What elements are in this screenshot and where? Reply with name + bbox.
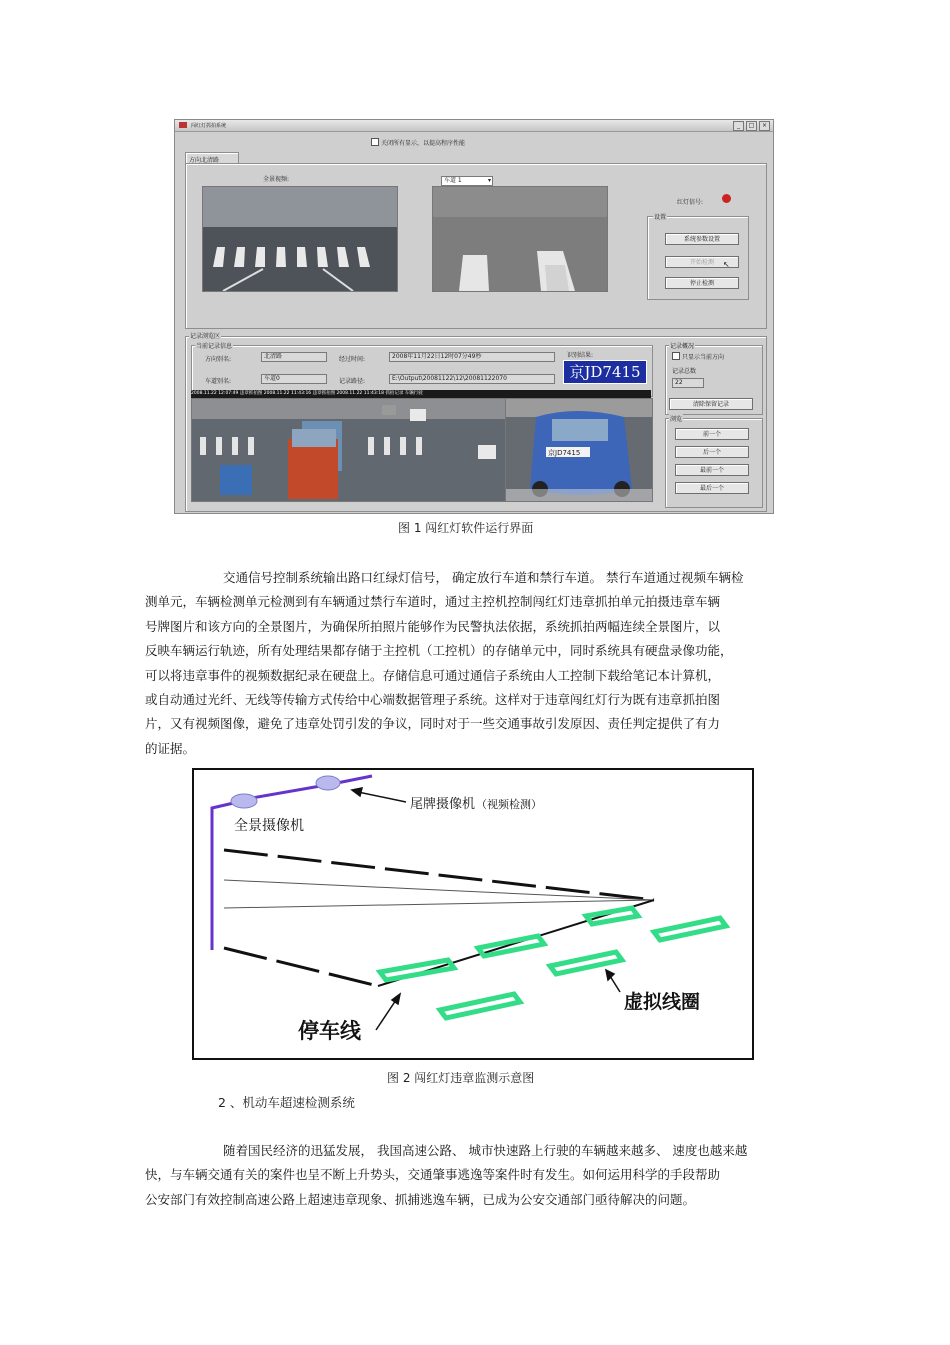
panorama-video-label: 全景视频:	[263, 176, 290, 183]
panorama-camera-icon	[231, 794, 257, 808]
lane-alias-label: 车道别名:	[205, 378, 232, 385]
tail-camera-label: 尾牌摄像机	[410, 797, 476, 812]
paragraph-line: 可以将违章事件的视频数据纪录在硬盘上。存储信息可通过通信子系统由人工控制下载给笔记本计算机，	[145, 667, 721, 683]
record-total-field: 22	[672, 378, 704, 388]
paragraph-red-light-system	[145, 566, 743, 761]
panorama-video-frame	[202, 186, 398, 292]
disable-display-checkbox[interactable]	[371, 138, 379, 146]
paragraph-line: 或自动通过光纤、无线等传输方式传给中心端数据管理子系统。这样对于违章闯红灯行为既有违章抓拍图	[145, 692, 721, 708]
window-controls	[733, 121, 770, 131]
record-path-label: 记录路径:	[339, 378, 366, 385]
section-heading: 2 、机动车超速检测系统	[218, 1095, 355, 1110]
plate-capture-image	[505, 398, 653, 502]
close-icon[interactable]: ×	[759, 121, 770, 131]
first-record-button[interactable]: 最前一个	[675, 464, 749, 476]
only-current-dir-checkbox[interactable]	[672, 352, 680, 360]
blue-car-closeup-image	[506, 399, 652, 501]
last-record-button[interactable]: 最后一个	[675, 482, 749, 494]
paragraph-line: 反映车辆运行轨迹，所有处理结果都存储于主控机（工控机）的存储单元中，同时系统具有硬盘录像功能，	[145, 643, 733, 659]
next-record-button[interactable]: 后一个	[675, 446, 749, 458]
lane-closeup-image	[433, 187, 607, 291]
maximize-icon[interactable]: □	[746, 121, 757, 131]
window-title: 闯红灯抓拍系统	[191, 123, 227, 129]
record-overview-label: 记录概况	[670, 343, 695, 350]
lane-alias-field: 车道0	[261, 374, 327, 384]
video-detect-label: （视频检测）	[476, 798, 542, 811]
start-detect-button[interactable]: 开始检测	[665, 256, 739, 268]
red-light-signal-label: 红灯信号:	[677, 199, 704, 206]
direction-alias-field: 北清路	[261, 352, 327, 362]
direction-alias-label: 方向别名:	[205, 356, 232, 363]
paragraph-line: 随着国民经济的迅猛发展， 我国高速公路、 城市快速路上行驶的车辆越来越多、 速度也越来越	[223, 1143, 748, 1158]
photo-plate-text: 京JD7415	[548, 449, 581, 457]
paragraph-line: 快，与车辆交通有关的案件也呈不断上升势头，交通肇事逃逸等案件时有发生。如何运用科学的手段帮助	[145, 1167, 721, 1183]
browse-group-label: 浏览	[670, 416, 683, 423]
cursor-arrow-icon: ↖	[723, 260, 730, 269]
lane-closeup-frame	[432, 186, 608, 292]
chevron-down-icon: ▾	[487, 177, 491, 184]
plate-recognition-display: 京JD7415	[563, 360, 647, 384]
window-titlebar	[175, 120, 773, 132]
intersection-capture-image	[192, 399, 506, 501]
tab-north-road[interactable]: 方向北清路	[185, 152, 239, 164]
minimize-icon[interactable]: _	[733, 121, 744, 131]
system-params-button[interactable]: 系统参数设置	[665, 233, 739, 245]
figure1-caption: 图 1 闯红灯软件运行界面	[398, 521, 534, 535]
road-scene-image	[203, 187, 397, 291]
record-path-field: E:\Output\20081122\12\20081122070	[389, 374, 555, 384]
paragraph-line: 的证据。	[145, 740, 196, 756]
red-light-monitoring-diagram	[192, 768, 754, 1060]
paragraph-line: 交通信号控制系统输出路口红绿灯信号， 确定放行车道和禁行车道。 禁行车道通过视频车辆检	[223, 570, 744, 585]
paragraph-line: 公安部门有效控制高速公路上超速违章现象、抓捕逃逸车辆，已成为公安交通部门亟待解决的问题。	[145, 1191, 696, 1207]
clear-records-button[interactable]: 清除保留记录	[669, 398, 753, 410]
stop-detect-button[interactable]: 停止检测	[665, 277, 739, 289]
software-screenshot-figure	[174, 119, 774, 514]
app-icon	[179, 122, 187, 128]
prev-record-button[interactable]: 前一个	[675, 428, 749, 440]
tail-camera-icon	[316, 776, 340, 790]
record-total-label: 记录总数	[672, 368, 697, 375]
pass-time-label: 经过时间:	[339, 356, 366, 363]
figure2-caption: 图 2 闯红灯违章监测示意图	[387, 1071, 535, 1085]
disable-display-label: 关闭所有显示，以提高程序性能	[381, 140, 466, 147]
lane-select[interactable]: 车道 1 ▾	[441, 176, 493, 186]
red-light-indicator-icon	[722, 194, 731, 203]
diagram-border	[193, 769, 753, 1059]
paragraph-line: 片，又有视频图像，避免了违章处罚引发的争议，同时对于一些交通事故引发原因、责任判定提供了有力	[145, 716, 721, 732]
paragraph-line: 号牌图片和该方向的全景图片，为确保所拍照片能够作为民警执法依据，系统抓拍两幅连续全景图片，以	[145, 618, 721, 634]
paragraph-speeding-system	[145, 1139, 747, 1212]
virtual-coil-label: 虚拟线圈	[624, 991, 701, 1013]
stop-line-label: 停车线	[298, 1019, 361, 1043]
panorama-camera-label: 全景摄像机	[234, 818, 304, 834]
pass-time-field: 2008年11月22日12时07分49秒	[389, 352, 555, 362]
current-record-label: 当前记录信息	[196, 343, 233, 350]
recognition-result-label: 识别结果:	[567, 352, 594, 359]
capture-info-strip: 2008.11.22 12:07:49 违章抓拍图 2008.11.22 11:43:16 违章抓拍图 2008.11.22 11:43:18 抓拍记录 车辆行驶	[191, 390, 651, 398]
violation-capture-images	[191, 398, 507, 502]
only-current-dir-label: 只显示当前方向	[682, 354, 725, 361]
paragraph-line: 测单元，车辆检测单元检测到有车辆通过禁行车道时，通过主控机控制闯红灯违章抓拍单元拍摄违章车辆	[145, 594, 721, 610]
settings-group-label: 设置	[654, 214, 667, 221]
record-browse-label: 记录浏览区	[190, 333, 221, 340]
